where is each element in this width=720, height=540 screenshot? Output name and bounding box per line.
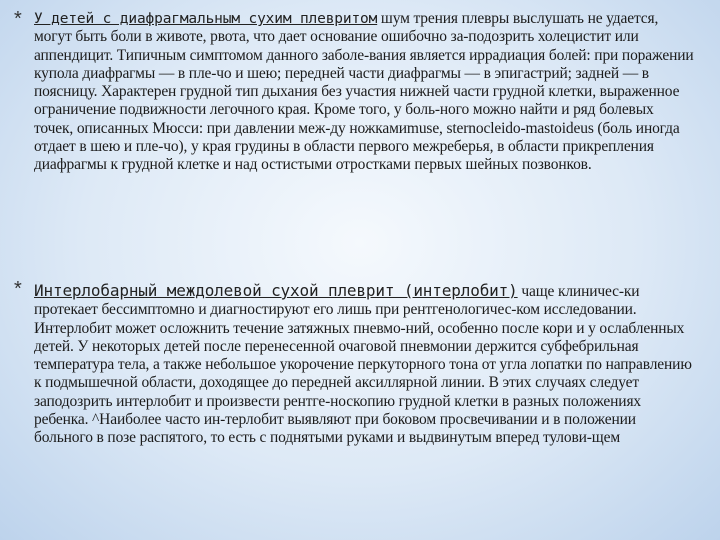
bullet-marker-1: * xyxy=(14,8,22,30)
paragraph-lead-1: У детей с диафрагмальным сухим плевритом xyxy=(34,11,378,27)
paragraph-interlobar-pleurisy xyxy=(34,282,694,448)
paragraph-body-1: шум трения плевры выслушать не удается, могут быть боли в животе, рвота, что дает основание ошибочно за-подозрить холецистит или аппендицит. Типичным симптомом данного заболе-вания является иррадиация болей: при поражении купола диафрагмы — в пле-чо и шею; передней части диафрагмы — в эпигастрий; задней — в поясницу. Характерен грудной тип дыхания без участия нижней части грудной клетки, выраженное ограничение подвижности легочного края. Кроме того, у боль-ного можно найти и ряд болевых точек, описанных Мюсси: при давлении меж-ду ножкамиmuse, sternocleido-mastoideus (боль иногда отдает в шею и пле-чо), у края грудины в области первого межреберья, в области прикрепления диафрагмы к грудной клетке и над остистыми отростками первых шейных позвонков. xyxy=(34,10,694,174)
bullet-marker-2: * xyxy=(14,278,22,300)
paragraph-diaphragmatic-pleurisy xyxy=(34,10,694,175)
paragraph-lead-2: Интерлобарный междолевой сухой плеврит (интерлобит) xyxy=(34,281,518,300)
paragraph-body-2: чаще клиничес-ки протекает бессимптомно и диагностируют его лишь при рентгенологичес-ком исследовании. Интерлобит может осложнить течение затяжных пневмо-ний, особенно после кори и у ослабленных детей. У некоторых детей после перенесенной очаговой пневмонии держится субфебрильная температура тела, а также небольшое укорочение перкуторного тона от угла лопатки по направлению к подмышечной области, доходящее до передней аксиллярной линии. В этих случаях следует заподозрить интерлобит и произвести рентге-носкопию грудной клетки в разных положениях ребенка. ^Наиболее часто ин-терлобит выявляют при боковом просвечивании и в положении больного в позе распятого, то есть с поднятыми руками и выдвинутым вперед тулови-щем xyxy=(34,283,692,447)
